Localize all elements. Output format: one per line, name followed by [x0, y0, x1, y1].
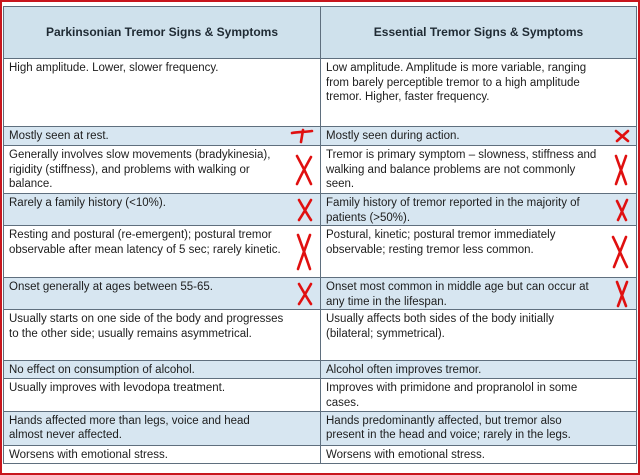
red-x-mark-icon	[614, 129, 630, 143]
parkinsonian-cell	[4, 379, 321, 411]
parkinsonian-cell	[4, 411, 321, 445]
essential-cell	[321, 278, 637, 310]
parkinsonian-cell	[4, 445, 321, 463]
cell-text: Low amplitude. Amplitude is more variable, ranging from barely perceptible tremor to a high amplitude tremor. Higher, faster frequency.	[326, 62, 587, 104]
cell-text: Worsens with emotional stress.	[326, 448, 485, 461]
parkinsonian-cell	[4, 278, 321, 310]
red-x-mark-icon	[296, 281, 314, 307]
parkinsonian-cell	[4, 59, 321, 127]
parkinsonian-cell	[4, 146, 321, 194]
cell-text: High amplitude. Lower, slower frequency.	[9, 62, 219, 74]
red-x-mark-icon	[296, 197, 314, 223]
cell-text: Postural, kinetic; postural tremor immediately observable; resting tremor less common.	[326, 229, 556, 256]
cell-text: Resting and postural (re-emergent); postural tremor observable after mean latency of 5 sec; rarely kinetic.	[9, 229, 281, 256]
cell-text: Onset generally at ages between 55-65.	[9, 281, 213, 294]
cell-text: Onset most common in middle age but can occur at any time in the lifespan.	[326, 281, 589, 308]
table-row	[4, 310, 637, 361]
table-row	[4, 411, 637, 445]
red-x-mark-icon	[614, 197, 630, 223]
parkinsonian-cell	[4, 361, 321, 379]
parkinsonian-cell	[4, 127, 321, 146]
table-header-row	[4, 7, 637, 59]
cell-text: Mostly seen at rest.	[9, 130, 109, 142]
essential-cell	[321, 194, 637, 226]
parkinsonian-column-header: Parkinsonian Tremor Signs & Symptoms	[4, 7, 321, 59]
cell-text: Usually affects both sides of the body initially (bilateral; symmetrical).	[326, 313, 554, 340]
table-row	[4, 127, 637, 146]
essential-column-header: Essential Tremor Signs & Symptoms	[321, 7, 637, 59]
table-row	[4, 226, 637, 278]
table-row	[4, 278, 637, 310]
table-row	[4, 146, 637, 194]
red-x-mark-icon	[612, 153, 630, 187]
cell-text: Improves with primidone and propranolol in some cases.	[326, 382, 578, 409]
cell-text: Alcohol often improves tremor.	[326, 364, 482, 377]
table-row	[4, 379, 637, 411]
cell-text: Hands affected more than legs, voice and head almost never affected.	[9, 414, 250, 442]
essential-cell	[321, 361, 637, 379]
cell-text: Tremor is primary symptom – slowness, stiffness and walking and balance problems are not commonly seen.	[326, 149, 597, 191]
table-row	[4, 194, 637, 226]
essential-cell	[321, 146, 637, 194]
cell-text: No effect on consumption of alcohol.	[9, 364, 195, 377]
cell-text: Generally involves slow movements (bradykinesia), rigidity (stiffness), and problems with walking or balance.	[9, 149, 271, 191]
cell-text: Usually starts on one side of the body and progresses to the other side; usually remains asymmetrical.	[9, 313, 284, 340]
essential-cell	[321, 411, 637, 445]
table-row	[4, 445, 637, 463]
red-x-mark-icon	[294, 232, 314, 272]
parkinsonian-cell	[4, 194, 321, 226]
essential-cell	[321, 445, 637, 463]
essential-cell	[321, 127, 637, 146]
essential-cell	[321, 310, 637, 361]
parkinsonian-cell	[4, 226, 321, 278]
essential-cell	[321, 59, 637, 127]
parkinsonian-cell	[4, 310, 321, 361]
cell-text: Hands predominantly affected, but tremor also present in the head and voice; rarely in the legs.	[326, 414, 571, 442]
red-x-mark-icon	[610, 234, 630, 270]
cell-text: Rarely a family history (<10%).	[9, 197, 166, 209]
cell-text: Usually improves with levodopa treatment.	[9, 382, 226, 395]
cell-text: Family history of tremor reported in the majority of patients (>50%).	[326, 197, 580, 224]
table-row	[4, 59, 637, 127]
table-row	[4, 361, 637, 379]
essential-cell	[321, 379, 637, 411]
red-x-mark-icon	[614, 279, 630, 309]
red-x-mark-icon	[294, 153, 314, 187]
red-x-mark-icon	[290, 129, 314, 143]
tremor-comparison-table	[3, 6, 637, 464]
cell-text: Mostly seen during action.	[326, 130, 460, 142]
cell-text: Worsens with emotional stress.	[9, 448, 168, 461]
essential-cell	[321, 226, 637, 278]
